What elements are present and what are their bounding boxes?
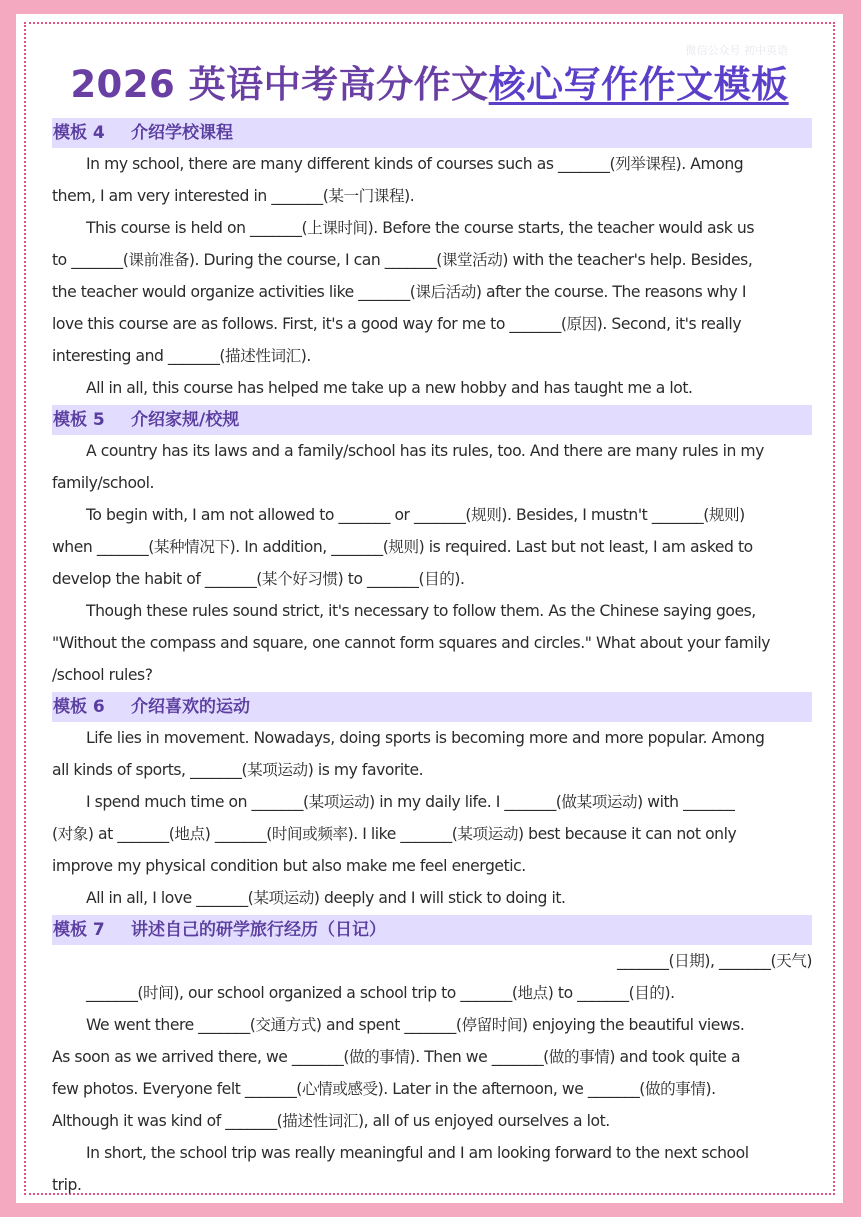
template-text-line: (对象) at _______(地点) _______(时间或频率). I like _______(某项运动) best because it can not only xyxy=(52,825,737,843)
template-text-line: All in all, I love _______(某项运动) deeply and I will stick to doing it. xyxy=(86,889,566,907)
template-text-line: In short, the school trip was really meaningful and I am looking forward to the next school xyxy=(86,1144,749,1162)
template-text-line: few photos. Everyone felt _______(心情或感受). Later in the afternoon, we _______(做的事情). xyxy=(52,1080,716,1098)
template-text-line: trip. xyxy=(52,1176,82,1194)
template-text-line: _______(日期), _______(天气) xyxy=(617,952,812,970)
template-text-line: the teacher would organize activities like _______(课后活动) after the course. The reasons why I xyxy=(52,283,746,301)
template-text-line: This course is held on _______(上课时间). Before the course starts, the teacher would ask us xyxy=(86,219,754,237)
title-part-1: 2026 英语中考高分作文 xyxy=(70,63,489,106)
template-text-line: interesting and _______(描述性词汇). xyxy=(52,347,311,365)
title-part-2-highlight: 核心写作作文模板 xyxy=(488,63,789,106)
template-text-line: To begin with, I am not allowed to _______ or _______(规则). Besides, I mustn't _______(规则) xyxy=(86,506,745,524)
template-text-line: We went there _______(交通方式) and spent _______(停留时间) enjoying the beautiful views. xyxy=(86,1016,745,1034)
section-number: 模板 5 xyxy=(53,410,105,430)
template-text-line: All in all, this course has helped me take up a new hobby and has taught me a lot. xyxy=(86,379,693,397)
template-text-line: to _______(课前准备). During the course, I can _______(课堂活动) with the teacher's help. Besides, xyxy=(52,251,753,269)
watermark: 微信公众号 初中英语 xyxy=(685,44,788,57)
worksheet-page xyxy=(16,14,843,1203)
section-heading xyxy=(52,915,812,945)
template-text-line: "Without the compass and square, one cannot form squares and circles." What about your family xyxy=(52,634,771,652)
section-title: 介绍家规/校规 xyxy=(131,410,240,430)
section-number: 模板 6 xyxy=(53,697,105,717)
section-number: 模板 4 xyxy=(53,123,105,143)
template-text-line: develop the habit of _______(某个好习惯) to _______(目的). xyxy=(52,570,465,588)
section-heading xyxy=(52,405,812,435)
template-text-line: Although it was kind of _______(描述性词汇), all of us enjoyed ourselves a lot. xyxy=(52,1112,610,1130)
section-title: 介绍学校课程 xyxy=(131,123,233,143)
template-text-line: A country has its laws and a family/school has its rules, too. And there are many rules in my xyxy=(86,442,764,460)
section-title: 讲述自己的研学旅行经历（日记） xyxy=(131,920,386,940)
template-list xyxy=(52,117,812,1201)
template-text-line: /school rules? xyxy=(52,666,153,684)
template-text-line: I spend much time on _______(某项运动) in my daily life. I _______(做某项运动) with _______ xyxy=(86,793,735,811)
template-text-line: improve my physical condition but also make me feel energetic. xyxy=(52,857,526,875)
template-text-line: _______(时间), our school organized a school trip to _______(地点) to _______(目的). xyxy=(86,984,675,1002)
template-text-line: Life lies in movement. Nowadays, doing sports is becoming more and more popular. Among xyxy=(86,729,765,747)
template-text-line: love this course are as follows. First, it's a good way for me to _______(原因). Second, it's really xyxy=(52,315,742,333)
section-number: 模板 7 xyxy=(53,920,105,940)
template-text-line: all kinds of sports, _______(某项运动) is my favorite. xyxy=(52,761,424,779)
page-title xyxy=(16,54,843,108)
section-heading xyxy=(52,692,812,722)
template-text-line: when _______(某种情况下). In addition, _______(规则) is required. Last but not least, I am asked to xyxy=(52,538,753,556)
template-text-line: them, I am very interested in _______(某一门课程). xyxy=(52,187,415,205)
template-text-line: As soon as we arrived there, we _______(做的事情). Then we _______(做的事情) and took quite a xyxy=(52,1048,741,1066)
section-title: 介绍喜欢的运动 xyxy=(131,697,250,717)
template-text-line: Though these rules sound strict, it's necessary to follow them. As the Chinese saying goes, xyxy=(86,602,756,620)
template-text-line: family/school. xyxy=(52,474,155,492)
section-heading xyxy=(52,118,812,148)
template-text-line: In my school, there are many different kinds of courses such as _______(列举课程). Among xyxy=(86,155,744,173)
